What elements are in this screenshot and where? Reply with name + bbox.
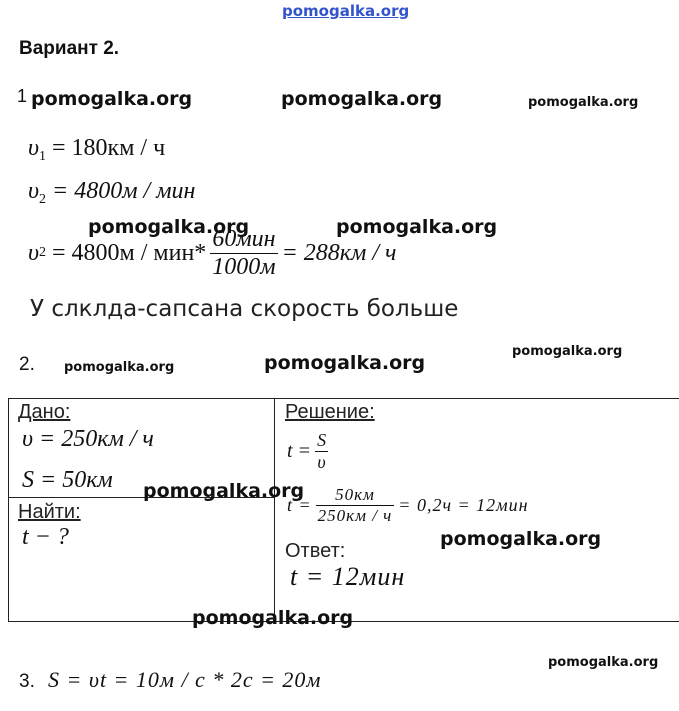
formula-t-definition — [287, 426, 328, 476]
task2-number: 2. — [19, 354, 35, 375]
t-def-denominator: υ — [315, 451, 328, 473]
find-label: Найти: — [18, 501, 81, 523]
conversion-fraction — [210, 226, 277, 281]
watermark: pomogalka.org — [440, 528, 602, 550]
t-calc-fraction — [316, 485, 395, 526]
task3-formula: S = υt = 10м / с * 2с = 20м — [48, 667, 322, 692]
t-def-lhs: t = — [287, 439, 312, 462]
task1-conclusion: У слклда-сапсана скорость больше — [30, 296, 459, 322]
fraction-denominator: 1000м — [212, 253, 276, 280]
t-calc-denominator: 250км / ч — [317, 505, 393, 525]
watermark: pomogalka.org — [31, 88, 193, 110]
page-title: Вариант 2. — [19, 38, 120, 59]
answer-value: t = 12мин — [290, 562, 406, 591]
given-label: Дано: — [18, 401, 71, 423]
task3-number: 3. — [19, 671, 35, 692]
given-speed: υ = 250км / ч — [22, 426, 154, 452]
watermark: pomogalka.org — [264, 352, 426, 374]
t-calc-rhs: = 0,2ч = 12мин — [398, 494, 529, 515]
t-def-fraction — [315, 430, 328, 473]
v2conv-subscript: 2 — [39, 245, 47, 260]
watermark: pomogalka.org — [64, 360, 175, 375]
task1-number: 1 — [17, 86, 28, 106]
v2-value: = 4800м / мин — [52, 178, 196, 204]
solution-label: Решение: — [285, 401, 375, 423]
v2conv-left: = 4800м / мин* — [52, 239, 207, 266]
watermark: pomogalka.org — [512, 344, 623, 359]
table-vertical-divider — [274, 398, 275, 620]
v1-value: = 180км / ч — [52, 135, 166, 161]
watermark: pomogalka.org — [88, 216, 250, 238]
formula-t-calculation — [287, 481, 529, 529]
v1-subscript: 1 — [39, 149, 47, 164]
v2-subscript: 2 — [39, 192, 47, 207]
formula-v2 — [28, 178, 195, 208]
v2-symbol: υ — [28, 178, 40, 204]
header-watermark[interactable]: pomogalka.org — [282, 2, 410, 20]
watermark: pomogalka.org — [528, 95, 639, 110]
t-calc-numerator: 50км — [335, 484, 375, 504]
watermark: pomogalka.org — [192, 607, 354, 629]
fraction-numerator: 60мин — [212, 225, 276, 252]
answer-label: Ответ: — [285, 540, 346, 562]
formula-v1 — [28, 135, 165, 165]
find-value: t − ? — [22, 524, 69, 550]
t-def-numerator: S — [317, 429, 327, 450]
v1-symbol: υ — [28, 135, 40, 161]
v2conv-symbol: υ — [28, 239, 40, 266]
t-calc-lhs: t = — [287, 494, 312, 515]
watermark: pomogalka.org — [548, 655, 659, 670]
watermark: pomogalka.org — [336, 216, 498, 238]
watermark: pomogalka.org — [281, 88, 443, 110]
v2conv-right: = 288км / ч — [281, 239, 397, 266]
watermark: pomogalka.org — [143, 480, 305, 502]
given-distance: S = 50км — [22, 467, 113, 493]
formula-v2-conversion — [28, 220, 396, 286]
